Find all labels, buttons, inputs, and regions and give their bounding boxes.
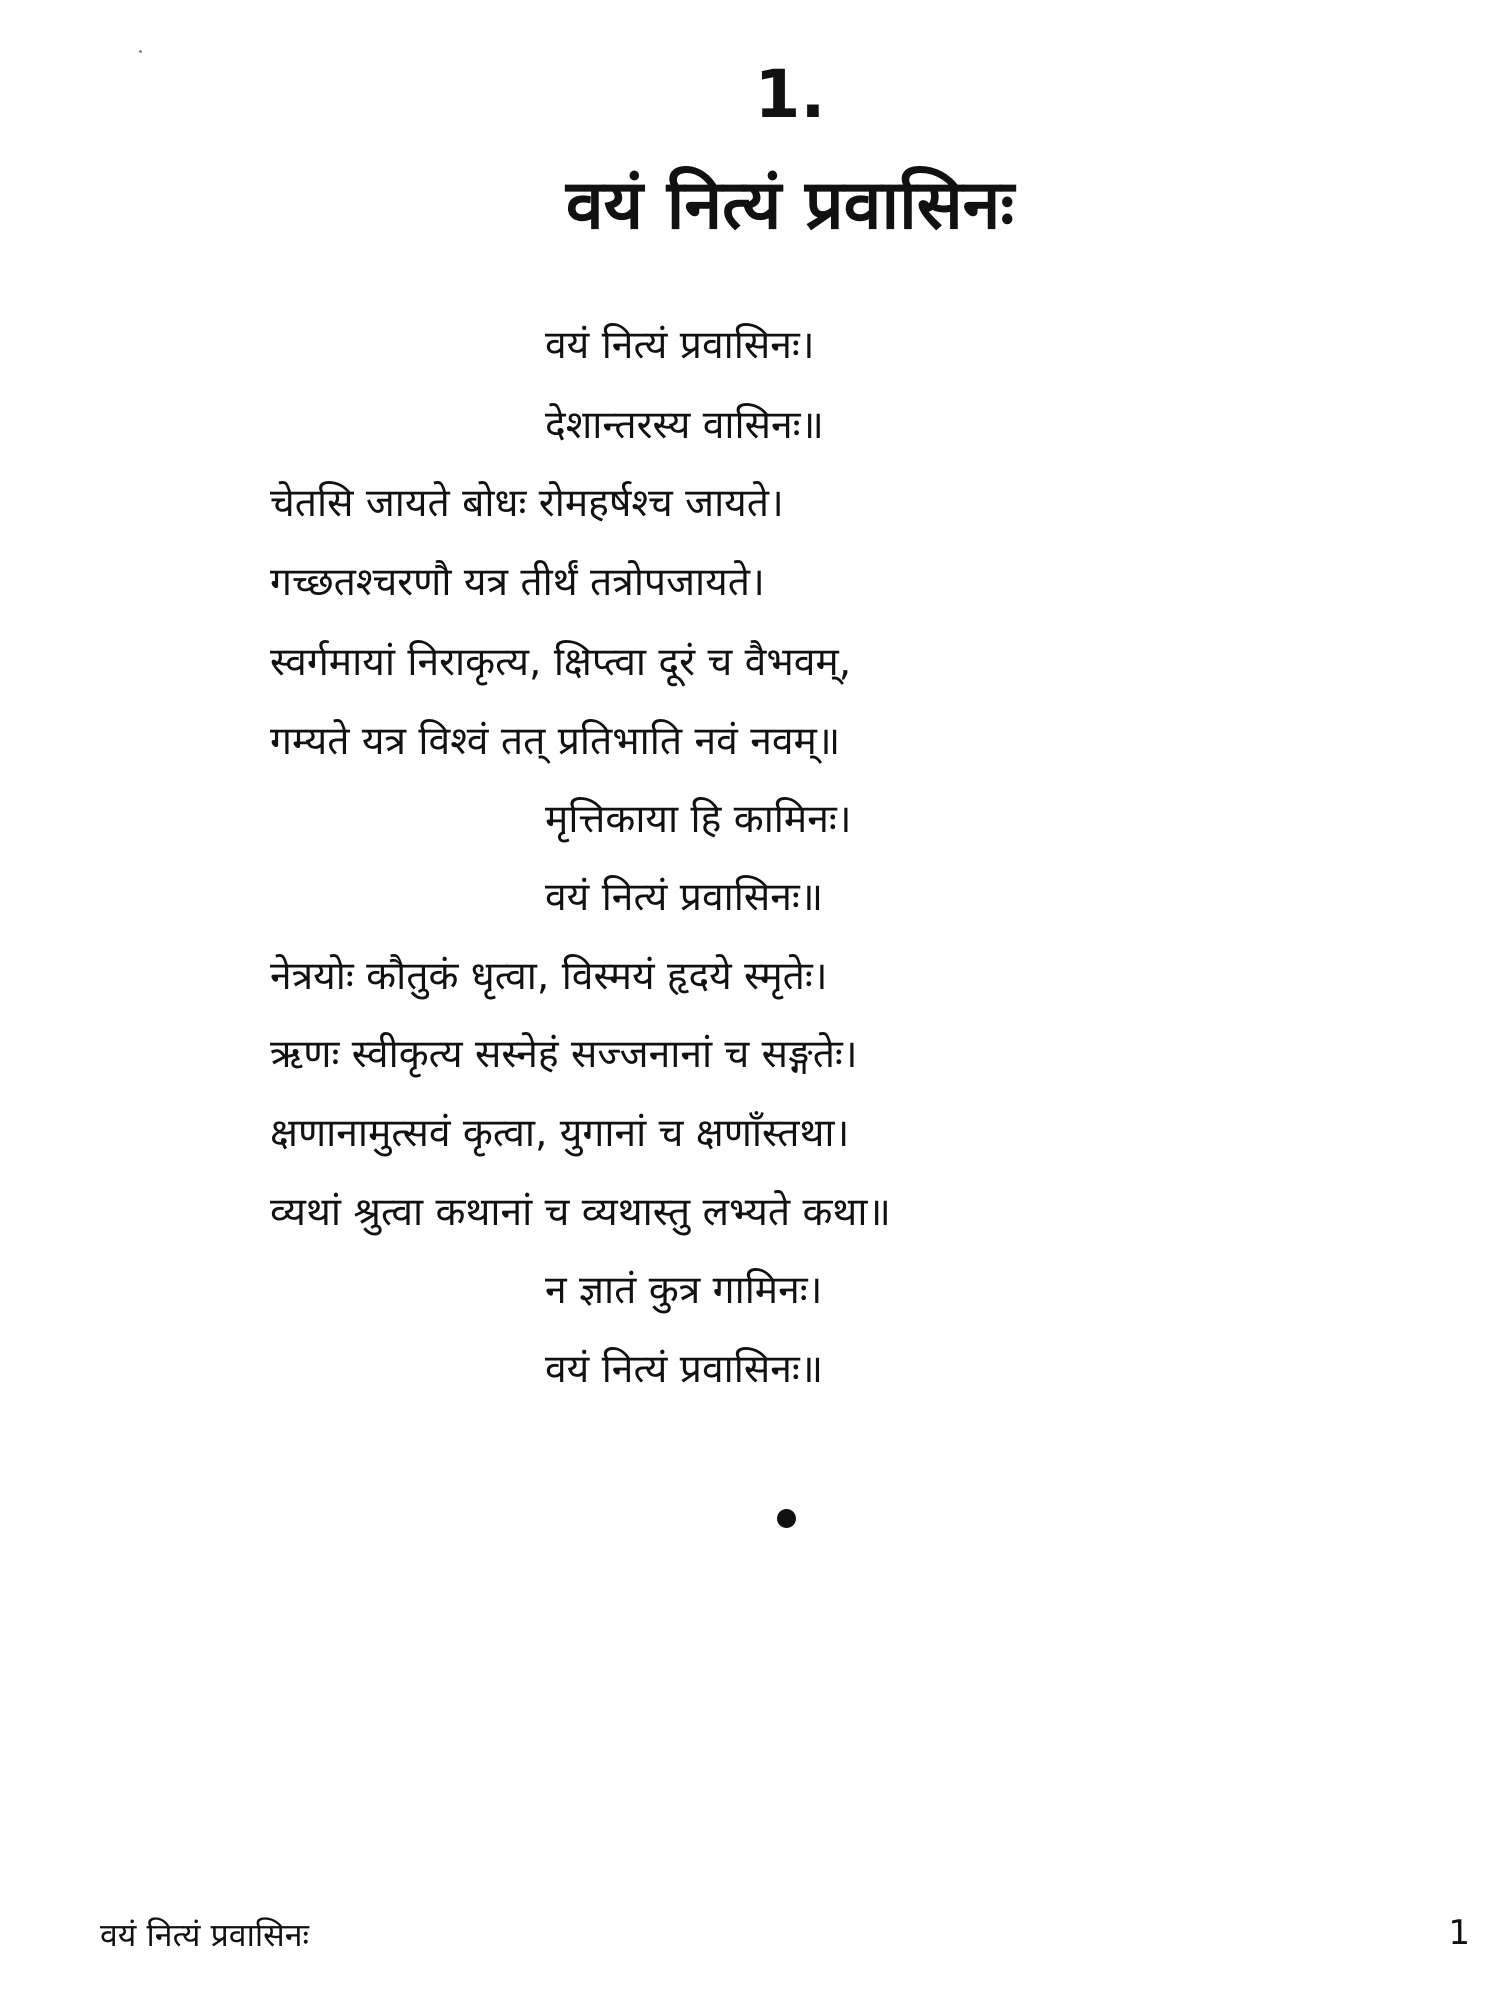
poem-line-14: वयं नित्यं प्रवासिनः॥ xyxy=(545,1347,824,1392)
poem-line-11: क्षणानामुत्सवं कृत्वा, युगानां च क्षणाँस्तथा। xyxy=(270,1111,850,1156)
poem-line-6: गम्यते यत्र विश्वं तत् प्रतिभाति नवं नवम्॥ xyxy=(270,719,841,764)
poem-line-4: गच्छतश्चरणौ यत्र तीर्थं तत्रोपजायते। xyxy=(270,560,765,605)
poem-line-9: नेत्रयोः कौतुकं धृत्वा, विस्मयं हृदये स्मृतेः। xyxy=(270,954,828,999)
section-end-dot xyxy=(777,1509,796,1528)
poem-line-8: वयं नित्यं प्रवासिनः॥ xyxy=(545,875,824,920)
poem-line-7: मृत्तिकाया हि कामिनः। xyxy=(545,797,852,842)
poem-line-10: ऋणः स्वीकृत्य सस्नेहं सज्जनानां च सङ्गतेः। xyxy=(270,1032,858,1077)
running-footer-title: वयं नित्यं प्रवासिनः xyxy=(100,1916,310,1954)
poem-line-5: स्वर्गमायां निराकृत्य, क्षिप्त्वा दूरं च वैभवम्, xyxy=(270,640,852,685)
page-number: 1 xyxy=(1448,1913,1470,1953)
paper-speck xyxy=(139,50,142,53)
poem-line-12: व्यथां श्रुत्वा कथानां च व्यथास्तु लभ्यते कथा॥ xyxy=(270,1190,891,1235)
poem-line-2: देशान्तरस्य वासिनः॥ xyxy=(545,403,824,448)
poem-line-1: वयं नित्यं प्रवासिनः। xyxy=(545,323,815,368)
chapter-title: वयं नित्यं प्रवासिनः xyxy=(565,166,1015,245)
poem-line-13: न ज्ञातं कुत्र गामिनः। xyxy=(545,1268,823,1313)
chapter-number: 1. xyxy=(754,56,826,133)
poem-line-3: चेतसि जायते बोधः रोमहर्षश्च जायते। xyxy=(270,481,784,526)
